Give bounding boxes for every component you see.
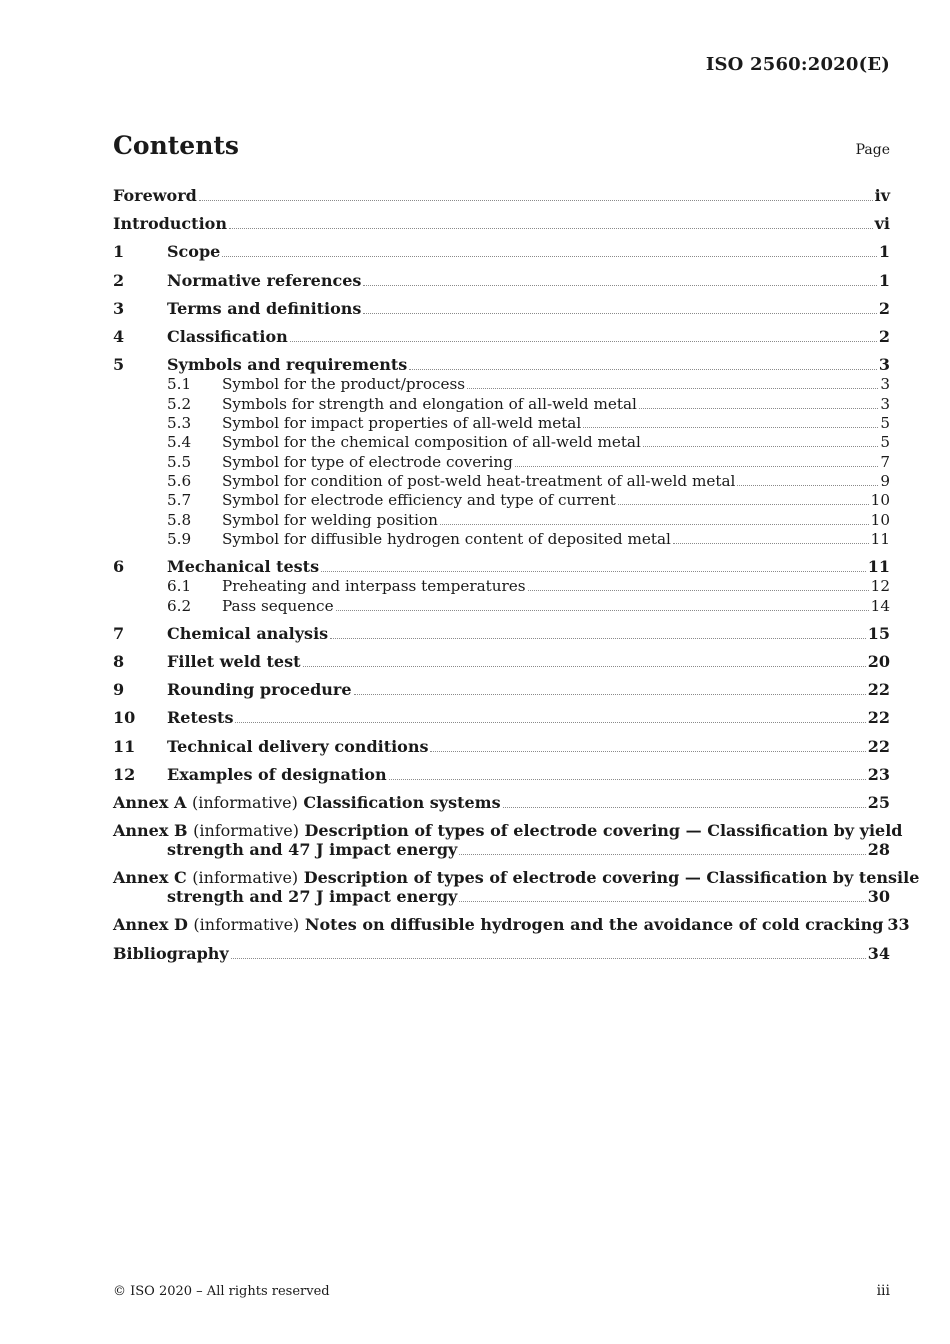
toc-entry-title: Normative references (167, 270, 362, 290)
dot-leader (440, 524, 869, 525)
toc-entry-page: 5 (880, 433, 890, 452)
toc-subentry[interactable] (113, 393, 890, 412)
dot-leader (503, 807, 866, 808)
annex-title-text: Description of types of electrode covering — Classification by tensile (303, 868, 920, 888)
toc-subentry[interactable] (113, 509, 890, 528)
toc-entry-number: 5.9 (167, 529, 192, 548)
dot-leader (222, 256, 877, 257)
toc-annex-title-cont: strength and 47 J impact energy (167, 840, 458, 860)
dot-leader (528, 590, 869, 591)
toc-entry-number: 5.5 (167, 452, 192, 471)
toc-entry-page: 22 (867, 680, 890, 700)
toc-subentry[interactable] (113, 576, 890, 595)
toc-entry-page: 1 (878, 242, 890, 262)
toc-entry-number: 11 (113, 736, 136, 756)
annex-type: (informative) (191, 792, 298, 812)
toc-entry-title: Chemical analysis (167, 623, 329, 643)
toc-entry-page: 3 (880, 375, 890, 394)
annex-label: Annex A (113, 792, 187, 812)
document-id: ISO 2560:2020(E) (705, 54, 890, 75)
toc-entry[interactable] (113, 299, 890, 318)
toc-subentry[interactable] (113, 374, 890, 393)
annex-type: (informative) (193, 915, 300, 935)
toc-annex-continuation[interactable] (113, 840, 890, 859)
toc-entry-page: 2 (878, 326, 890, 346)
annex-label: Annex D (113, 915, 188, 935)
toc-entry-title: Terms and definitions (167, 298, 362, 318)
toc-entry-title: Symbol for welding position (222, 510, 438, 529)
toc-entry[interactable] (113, 214, 890, 233)
toc-entry[interactable] (113, 242, 890, 261)
toc-subentry[interactable] (113, 529, 890, 548)
annex-title-text: Description of types of electrode covering — Classification by yield (304, 821, 903, 841)
toc-entry-title: Classification (167, 326, 288, 346)
toc-entry[interactable] (113, 327, 890, 346)
toc-entry-page: iv (874, 186, 890, 205)
toc-entry-page: 1 (878, 270, 890, 290)
toc-subentry[interactable] (113, 490, 890, 509)
toc-entry-number: 5 (113, 355, 125, 375)
toc-entry-page: 20 (867, 651, 890, 671)
toc-entry-number: 6 (113, 556, 125, 576)
toc-annex-entry[interactable] (113, 821, 903, 841)
toc-entry-page: 30 (867, 887, 890, 907)
annex-type: (informative) (192, 868, 299, 888)
toc-entry-page: vi (874, 214, 890, 234)
toc-entry-number: 3 (113, 298, 125, 318)
toc-annex-continuation[interactable] (113, 887, 890, 906)
toc-entry-title: Preheating and interpass temperatures (222, 577, 526, 596)
toc-entry-number: 4 (113, 326, 125, 346)
toc-entry-title: Fillet weld test (167, 651, 301, 671)
dot-leader (467, 388, 878, 389)
toc-entry-number: 5.2 (167, 394, 192, 413)
toc-entry-title: Introduction (113, 214, 227, 234)
annex-title-text: Classification systems (303, 792, 501, 812)
dot-leader (389, 779, 866, 780)
dot-leader (229, 228, 873, 229)
toc-entry-title: Technical delivery conditions (167, 736, 429, 756)
dot-leader (321, 571, 866, 572)
toc-entry[interactable] (113, 186, 890, 205)
toc-entry-page: 14 (870, 596, 890, 615)
toc-subentry[interactable] (113, 471, 890, 490)
toc-entry-page: 25 (867, 792, 890, 812)
toc-entry-title: Symbol for the chemical composition of all-weld metal (222, 433, 641, 452)
annex-type: (informative) (193, 821, 299, 841)
dot-leader (330, 638, 866, 639)
toc-entry-page: 9 (880, 471, 890, 490)
dot-leader (290, 341, 877, 342)
toc-entry-page: 11 (867, 556, 890, 576)
dot-leader (303, 666, 866, 667)
toc-subentry[interactable] (113, 413, 890, 432)
toc-entry-title: Examples of designation (167, 764, 387, 784)
toc-entry-page: 34 (867, 943, 890, 963)
toc-annex-entry[interactable] (113, 793, 890, 812)
table-of-contents (113, 186, 920, 963)
toc-entry-title: Symbols and requirements (167, 355, 408, 375)
toc-annex-title (113, 915, 883, 934)
toc-entry-page: 15 (867, 623, 890, 643)
dot-leader (199, 200, 873, 201)
toc-entry-number: 6.2 (167, 596, 192, 615)
dot-leader (618, 504, 869, 505)
toc-entry-title: Symbol for the product/process (222, 375, 466, 394)
page-number: iii (876, 1283, 890, 1299)
toc-entry-number: 2 (113, 270, 125, 290)
toc-entry-page: 22 (867, 736, 890, 756)
toc-entry-title: Symbol for type of electrode covering (222, 452, 513, 471)
toc-entry-number: 5.8 (167, 510, 192, 529)
toc-entry-number: 6.1 (167, 577, 192, 596)
dot-leader (673, 543, 869, 544)
dot-leader (235, 722, 865, 723)
toc-entry-page: 10 (870, 510, 890, 529)
annex-title-text: Notes on diffusible hydrogen and the avoidance of cold cracking (304, 915, 884, 935)
toc-entry[interactable] (113, 680, 890, 699)
toc-entry-number: 5.3 (167, 414, 192, 433)
toc-entry-title: Symbol for electrode efficiency and type of current (222, 491, 616, 510)
dot-leader (639, 408, 878, 409)
annex-label: Annex B (113, 821, 188, 841)
toc-entry-title: Symbol for diffusible hydrogen content of deposited metal (222, 529, 671, 548)
toc-entry[interactable] (113, 765, 890, 784)
dot-leader (459, 854, 865, 855)
toc-entry-page: 28 (867, 840, 890, 860)
toc-annex-title (113, 868, 919, 887)
toc-entry-number: 9 (113, 680, 125, 700)
toc-entry-page: 12 (870, 577, 890, 596)
toc-entry-title: Symbol for condition of post-weld heat-treatment of all-weld metal (222, 471, 736, 490)
toc-entry-number: 8 (113, 651, 125, 671)
toc-entry-number: 12 (113, 764, 136, 784)
toc-entry-number: 5.7 (167, 491, 192, 510)
dot-leader (409, 369, 877, 370)
toc-entry-number: 10 (113, 708, 136, 728)
toc-subentry[interactable] (113, 451, 890, 470)
dot-leader (430, 751, 865, 752)
toc-entry-number: 5.1 (167, 375, 192, 394)
toc-entry-title: Mechanical tests (167, 556, 320, 576)
toc-entry-title: Rounding procedure (167, 680, 352, 700)
toc-entry[interactable] (113, 708, 890, 727)
dot-leader (643, 446, 878, 447)
toc-entry-page: 22 (867, 708, 890, 728)
dot-leader (363, 285, 876, 286)
toc-annex-title (113, 821, 902, 840)
toc-entry-page: 10 (870, 491, 890, 510)
toc-entry-title: Retests (167, 708, 234, 728)
toc-annex-entry[interactable] (113, 915, 910, 935)
toc-subentry[interactable] (113, 432, 890, 451)
toc-annex-title-cont: strength and 27 J impact energy (167, 887, 458, 907)
toc-entry[interactable] (113, 624, 890, 643)
toc-entry[interactable] (113, 355, 890, 374)
copyright-notice: © ISO 2020 – All rights reserved (113, 1284, 330, 1299)
toc-entry-title: Pass sequence (222, 596, 334, 615)
toc-subentry[interactable] (113, 595, 890, 614)
toc-entry-number: 1 (113, 242, 125, 262)
toc-entry-page: 3 (880, 394, 890, 413)
toc-entry-page: 7 (880, 452, 890, 471)
toc-entry[interactable] (113, 557, 890, 576)
toc-entry-page: 11 (870, 529, 890, 548)
page-column-label: Page (855, 142, 890, 158)
toc-entry[interactable] (113, 652, 890, 671)
contents-heading: Contents (113, 131, 240, 160)
dot-leader (363, 313, 876, 314)
dot-leader (336, 610, 869, 611)
toc-entry[interactable] (113, 737, 890, 756)
dot-leader (737, 485, 878, 486)
toc-annex-entry[interactable] (113, 868, 920, 888)
toc-entry-page: 23 (867, 764, 890, 784)
toc-entry-page: 2 (878, 298, 890, 318)
toc-entry-number: 5.4 (167, 433, 192, 452)
dot-leader (515, 466, 879, 467)
dot-leader (354, 694, 866, 695)
toc-entry-title: Symbols for strength and elongation of all-weld metal (222, 394, 637, 413)
toc-entry-title: Symbol for impact properties of all-weld metal (222, 414, 582, 433)
dot-leader (583, 427, 878, 428)
toc-entry-page: 33 (887, 915, 910, 935)
dot-leader (231, 958, 866, 959)
toc-entry-number: 5.6 (167, 471, 192, 490)
dot-leader (459, 901, 865, 902)
annex-label: Annex C (113, 868, 187, 888)
toc-annex-title (113, 793, 501, 812)
toc-entry-title: Foreword (113, 186, 197, 205)
toc-entry-number: 7 (113, 623, 125, 643)
toc-entry-page: 5 (880, 414, 890, 433)
toc-entry[interactable] (113, 271, 890, 290)
toc-entry[interactable] (113, 944, 890, 963)
toc-entry-title: Bibliography (113, 943, 229, 963)
toc-entry-page: 3 (878, 355, 890, 375)
toc-entry-title: Scope (167, 242, 221, 262)
